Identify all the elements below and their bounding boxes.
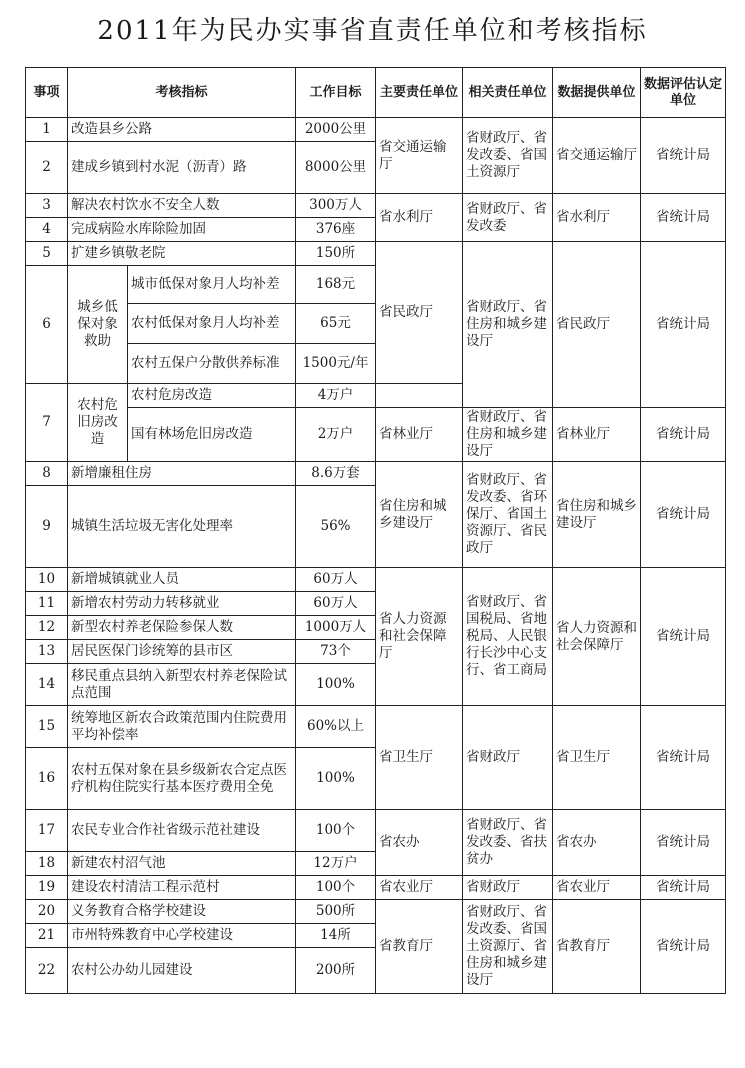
target-cell: 65元 xyxy=(296,304,376,344)
indicator-cell: 农民专业合作社省级示范社建设 xyxy=(68,810,296,852)
main-unit-cell: 省卫生厅 xyxy=(376,706,463,810)
provider-unit-cell: 省卫生厅 xyxy=(553,706,641,810)
indicator-cell: 城市低保对象月人均补差 xyxy=(128,266,296,304)
target-cell: 300万人 xyxy=(296,194,376,218)
row-number: 18 xyxy=(26,852,68,876)
main-unit-cell: 省教育厅 xyxy=(376,900,463,994)
row-number: 7 xyxy=(26,384,68,462)
indicator-cell: 国有林场危旧房改造 xyxy=(128,408,296,462)
row-number: 10 xyxy=(26,568,68,592)
row-number: 17 xyxy=(26,810,68,852)
row-number: 8 xyxy=(26,462,68,486)
table-row xyxy=(26,568,726,592)
target-cell: 168元 xyxy=(296,266,376,304)
target-cell: 1000万人 xyxy=(296,616,376,640)
indicator-cell: 农村五保户分散供养标准 xyxy=(128,344,296,384)
related-unit-cell: 省财政厅、省住房和城乡建设厅 xyxy=(463,408,553,462)
indicator-cell: 新增廉租住房 xyxy=(68,462,296,486)
group-label: 城乡低保对象救助 xyxy=(68,266,128,384)
page-title: 2011年为民办实事省直责任单位和考核指标 xyxy=(97,16,648,46)
target-cell: 376座 xyxy=(296,218,376,242)
indicator-cell: 新增农村劳动力转移就业 xyxy=(68,592,296,616)
provider-unit-cell: 省水利厅 xyxy=(553,194,641,242)
row-number: 15 xyxy=(26,706,68,748)
target-cell: 60%以上 xyxy=(296,706,376,748)
indicator-cell: 解决农村饮水不安全人数 xyxy=(68,194,296,218)
table-row xyxy=(26,194,726,218)
provider-unit-cell: 省农业厅 xyxy=(553,876,641,900)
main-unit-cell: 省住房和城乡建设厅 xyxy=(376,462,463,568)
evaluator-unit-cell: 省统计局 xyxy=(641,900,726,994)
indicator-table xyxy=(25,67,726,994)
provider-unit-cell: 省人力资源和社会保障厅 xyxy=(553,568,641,706)
target-cell: 8.6万套 xyxy=(296,462,376,486)
row-number: 19 xyxy=(26,876,68,900)
provider-unit-cell: 省农办 xyxy=(553,810,641,876)
evaluator-unit-cell: 省统计局 xyxy=(641,462,726,568)
target-cell: 100个 xyxy=(296,876,376,900)
related-unit-cell: 省财政厅 xyxy=(463,706,553,810)
table-row xyxy=(26,810,726,852)
main-unit-cell: 省林业厅 xyxy=(376,408,463,462)
header-related-unit: 相关责任单位 xyxy=(463,68,553,118)
evaluator-unit-cell: 省统计局 xyxy=(641,810,726,876)
target-cell: 100个 xyxy=(296,810,376,852)
target-cell: 60万人 xyxy=(296,592,376,616)
header-row xyxy=(26,68,726,118)
target-cell: 100% xyxy=(296,748,376,810)
row-number: 21 xyxy=(26,924,68,948)
table-row xyxy=(26,408,726,462)
group-label: 农村危旧房改造 xyxy=(68,384,128,462)
main-unit-cell xyxy=(376,384,463,408)
related-unit-cell: 省财政厅、省发改委、省国土资源厅、省住房和城乡建设厅 xyxy=(463,900,553,994)
indicator-cell: 农村公办幼儿园建设 xyxy=(68,948,296,994)
header-provider-unit: 数据提供单位 xyxy=(553,68,641,118)
target-cell: 2万户 xyxy=(296,408,376,462)
evaluator-unit-cell: 省统计局 xyxy=(641,408,726,462)
indicator-cell: 完成病险水库除险加固 xyxy=(68,218,296,242)
target-cell: 12万户 xyxy=(296,852,376,876)
indicator-cell: 新建农村沼气池 xyxy=(68,852,296,876)
provider-unit-cell: 省林业厅 xyxy=(553,408,641,462)
related-unit-cell: 省财政厅、省住房和城乡建设厅 xyxy=(463,242,553,408)
provider-unit-cell: 省交通运输厅 xyxy=(553,118,641,194)
indicator-cell: 农村五保对象在县乡级新农合定点医疗机构住院实行基本医疗费用全免 xyxy=(68,748,296,810)
target-cell: 150所 xyxy=(296,242,376,266)
related-unit-cell: 省财政厅、省发改委、省扶贫办 xyxy=(463,810,553,876)
header-indicator: 考核指标 xyxy=(68,68,296,118)
row-number: 22 xyxy=(26,948,68,994)
row-number: 1 xyxy=(26,118,68,142)
table-row xyxy=(26,118,726,142)
target-cell: 100% xyxy=(296,664,376,706)
row-number: 9 xyxy=(26,486,68,568)
related-unit-cell: 省财政厅 xyxy=(463,876,553,900)
related-unit-cell: 省财政厅、省发改委、省国土资源厅 xyxy=(463,118,553,194)
indicator-cell: 义务教育合格学校建设 xyxy=(68,900,296,924)
indicator-cell: 新型农村养老保险参保人数 xyxy=(68,616,296,640)
table-row xyxy=(26,876,726,900)
target-cell: 8000公里 xyxy=(296,142,376,194)
header-main-unit: 主要责任单位 xyxy=(376,68,463,118)
target-cell: 4万户 xyxy=(296,384,376,408)
indicator-cell: 建设农村清洁工程示范村 xyxy=(68,876,296,900)
indicator-cell: 扩建乡镇敬老院 xyxy=(68,242,296,266)
row-number: 3 xyxy=(26,194,68,218)
indicator-cell: 农村危房改造 xyxy=(128,384,296,408)
provider-unit-cell: 省住房和城乡建设厅 xyxy=(553,462,641,568)
indicator-cell: 居民医保门诊统筹的县市区 xyxy=(68,640,296,664)
target-cell: 2000公里 xyxy=(296,118,376,142)
main-unit-cell: 省民政厅 xyxy=(376,242,463,384)
target-cell: 200所 xyxy=(296,948,376,994)
row-number: 11 xyxy=(26,592,68,616)
indicator-cell: 城镇生活垃圾无害化处理率 xyxy=(68,486,296,568)
main-unit-cell: 省交通运输厅 xyxy=(376,118,463,194)
table-row xyxy=(26,242,726,266)
table-row xyxy=(26,706,726,748)
header-item: 事项 xyxy=(26,68,68,118)
provider-unit-cell: 省民政厅 xyxy=(553,242,641,408)
target-cell: 14所 xyxy=(296,924,376,948)
row-number: 2 xyxy=(26,142,68,194)
table-row xyxy=(26,462,726,486)
indicator-cell: 统筹地区新农合政策范围内住院费用平均补偿率 xyxy=(68,706,296,748)
related-unit-cell: 省财政厅、省发改委 xyxy=(463,194,553,242)
target-cell: 60万人 xyxy=(296,568,376,592)
main-unit-cell: 省农业厅 xyxy=(376,876,463,900)
row-number: 4 xyxy=(26,218,68,242)
related-unit-cell: 省财政厅、省发改委、省环保厅、省国土资源厅、省民政厅 xyxy=(463,462,553,568)
evaluator-unit-cell: 省统计局 xyxy=(641,706,726,810)
row-number: 6 xyxy=(26,266,68,384)
row-number: 13 xyxy=(26,640,68,664)
header-target: 工作目标 xyxy=(296,68,376,118)
row-number: 12 xyxy=(26,616,68,640)
target-cell: 73个 xyxy=(296,640,376,664)
indicator-cell: 建成乡镇到村水泥（沥青）路 xyxy=(68,142,296,194)
indicator-cell: 改造县乡公路 xyxy=(68,118,296,142)
target-cell: 56% xyxy=(296,486,376,568)
row-number: 5 xyxy=(26,242,68,266)
indicator-cell: 新增城镇就业人员 xyxy=(68,568,296,592)
indicator-cell: 农村低保对象月人均补差 xyxy=(128,304,296,344)
indicator-cell: 市州特殊教育中心学校建设 xyxy=(68,924,296,948)
evaluator-unit-cell: 省统计局 xyxy=(641,876,726,900)
indicator-cell: 移民重点县纳入新型农村养老保险试点范围 xyxy=(68,664,296,706)
target-cell: 500所 xyxy=(296,900,376,924)
header-evaluator-unit: 数据评估认定单位 xyxy=(641,68,726,118)
row-number: 14 xyxy=(26,664,68,706)
main-unit-cell: 省水利厅 xyxy=(376,194,463,242)
evaluator-unit-cell: 省统计局 xyxy=(641,194,726,242)
related-unit-cell: 省财政厅、省国税局、省地税局、人民银行长沙中心支行、省工商局 xyxy=(463,568,553,706)
evaluator-unit-cell: 省统计局 xyxy=(641,242,726,408)
evaluator-unit-cell: 省统计局 xyxy=(641,118,726,194)
evaluator-unit-cell: 省统计局 xyxy=(641,568,726,706)
target-cell: 1500元/年 xyxy=(296,344,376,384)
provider-unit-cell: 省教育厅 xyxy=(553,900,641,994)
row-number: 16 xyxy=(26,748,68,810)
table-row xyxy=(26,900,726,924)
main-unit-cell: 省农办 xyxy=(376,810,463,876)
main-unit-cell: 省人力资源和社会保障厅 xyxy=(376,568,463,706)
row-number: 20 xyxy=(26,900,68,924)
